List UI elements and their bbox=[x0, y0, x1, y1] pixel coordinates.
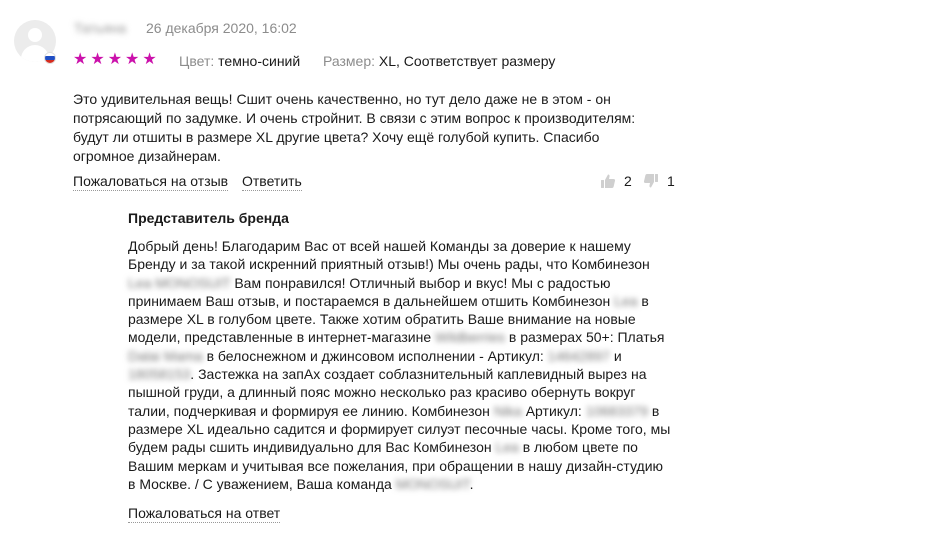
star-icon: ★ bbox=[142, 51, 157, 68]
brand-reply-segment: Добрый день! Благодарим Вас от всей нашей Команды за доверие к нашему Бренду и за такой искренний приятный отзыв!) Мы очень рады, что Комбинезон bbox=[128, 238, 650, 273]
blurred-article: 18058153 bbox=[128, 366, 191, 383]
brand-reply-segment: . bbox=[469, 475, 474, 492]
brand-reply-segment: в размере XL идеально садится и формирует силуэт песочные часы. Кроме того, мы будем рады сшить индивидуально для Вас Комбинезон bbox=[128, 402, 671, 456]
blurred-product-name: Nika bbox=[493, 402, 522, 419]
star-icon: ★ bbox=[125, 51, 140, 68]
russia-flag-icon bbox=[44, 52, 56, 64]
size-info bbox=[323, 53, 555, 69]
review-author: Татьяна bbox=[74, 20, 127, 36]
thumbs-up-icon bbox=[600, 173, 616, 189]
size-value: XL, Соответствует размеру bbox=[378, 53, 556, 69]
thumbs-down-icon bbox=[643, 173, 659, 189]
size-label: Размер: bbox=[323, 53, 376, 69]
blurred-brand-name: MONOSUIT bbox=[395, 475, 470, 492]
blurred-product-name: Lea bbox=[614, 292, 638, 309]
brand-reply-segment: в размере XL в голубом цвете. Также хотим обратить Ваше внимание на новые модели, представленные в интернет-магазине bbox=[128, 292, 649, 346]
blurred-product-name: Dalai Mama bbox=[128, 347, 203, 364]
brand-reply-segment: в белоснежном и джинсовом исполнении - Артикул: bbox=[202, 347, 548, 364]
likes-count: 2 bbox=[624, 173, 632, 189]
blurred-product-name: Lea MONOSUIT bbox=[128, 274, 231, 291]
brand-reply-segment: и bbox=[609, 347, 622, 364]
blurred-shop-name: Wildberries bbox=[435, 329, 506, 346]
brand-reply-segment: . Застежка на запАх создает соблазнительный каплевидный вырез на пышной груди, а длинный пояс можно несколько раз красиво обернуть вокруг талии, подчеркивая и формируя ее линию. Комбинезон bbox=[128, 366, 647, 419]
color-value: темно-синий bbox=[218, 53, 301, 69]
brand-reply-title: Представитель бренда bbox=[128, 210, 289, 226]
star-icon: ★ bbox=[73, 51, 88, 68]
complain-reply-link[interactable]: Пожаловаться на ответ bbox=[128, 505, 281, 521]
color-label: Цвет: bbox=[179, 53, 215, 69]
complain-review-link[interactable]: Пожаловаться на отзыв bbox=[73, 173, 229, 189]
rating-stars bbox=[73, 52, 157, 68]
review-date: 26 декабря 2020, 16:02 bbox=[146, 20, 297, 36]
dislike-button[interactable] bbox=[643, 173, 675, 189]
blurred-product-name: Lea bbox=[495, 439, 519, 456]
brand-reply-text bbox=[128, 237, 673, 493]
color-info bbox=[179, 53, 300, 69]
brand-reply-segment: Вам понравился! Отличный выбор и вкус! Мы с радостью принимаем Ваш отзыв, и постараемся в дальнейшем отшить Комбинезон bbox=[128, 274, 615, 309]
star-icon: ★ bbox=[107, 51, 123, 68]
review-text: Это удивительная вещь! Сшит очень качественно, но тут дело даже не в этом - он потрясающий по задумке. И очень стройнит. В связи с этим вопрос к производителям: будут ли отшиты в размере XL другие цвета? Хочу ещё голубой купить. Спасибо огромное дизайнерам. bbox=[73, 91, 636, 164]
star-icon: ★ bbox=[90, 51, 105, 68]
blurred-article: 10683379 bbox=[585, 402, 648, 419]
brand-reply-segment: в любом цвете по Вашим меркам и учитывая все пожелания, при обращении в нашу дизайн-студию в Москве. / С уважением, Ваша команда bbox=[128, 439, 664, 492]
like-button[interactable] bbox=[600, 173, 632, 189]
reply-link[interactable]: Ответить bbox=[242, 173, 302, 189]
brand-reply-segment: в размерах 50+: Платья bbox=[505, 329, 665, 346]
blurred-article: 14642897 bbox=[547, 347, 610, 364]
brand-reply-segment: Артикул: bbox=[521, 402, 586, 419]
dislikes-count: 1 bbox=[667, 173, 675, 189]
